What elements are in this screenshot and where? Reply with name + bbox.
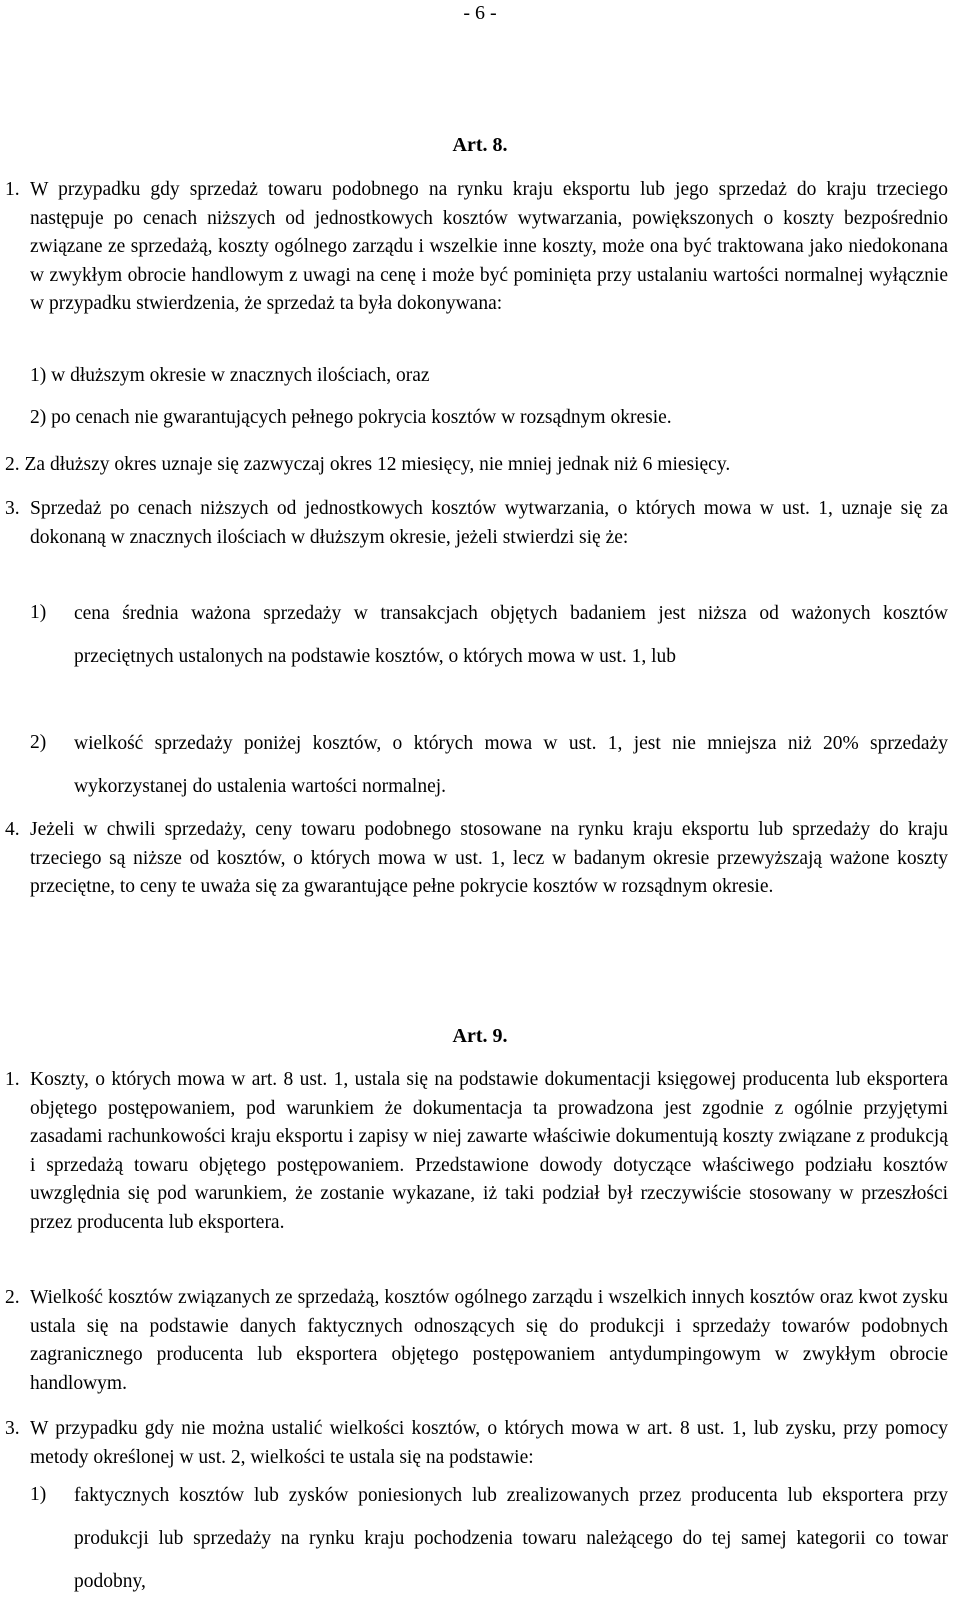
art8-p3-number: 3.: [5, 498, 20, 519]
art8-p3-item-2-number: 2): [30, 732, 47, 753]
art8-p3-text: Sprzedaż po cenach niższych od jednostkowych kosztów wytwarzania, o których mowa w ust. 1, uznaje się za dokonaną w znacznych ilościach w dłuższym okresie, jeżeli stwierdzi się że:: [30, 498, 948, 548]
art9-p1-number: 1.: [5, 1069, 20, 1090]
article-9-heading: Art. 9.: [452, 1025, 508, 1047]
art8-p3-item-2-text: wielkość sprzedaży poniżej kosztów, o których mowa w ust. 1, jest nie mniejsza niż 20% sprzedaży wykorzystanej do ustalenia wartości normalnej.: [74, 733, 948, 797]
art8-paragraph-3: [5, 495, 948, 552]
art8-p3-item-2: [30, 722, 948, 812]
art9-p2-text: Wielkość kosztów związanych ze sprzedażą, kosztów ogólnego zarządu i wszelkich innych kosztów oraz kwot zysku ustala się na podstawie danych faktycznych odnoszących się do produkcji i sprzedaży towarów podobnych zagranicznego producenta lub eksportera objętego postępowaniem antydumpingowym w zwykłym obrocie handlowym.: [30, 1287, 948, 1394]
art8-p1-number: 1.: [5, 179, 20, 200]
art8-p1-item-1: 1) w dłuższym okresie w znacznych ilościach, oraz: [30, 365, 430, 386]
art9-p3-text: W przypadku gdy nie można ustalić wielkości kosztów, o których mowa w art. 8 ust. 1, lub zysku, przy pomocy metody określonej w ust. 2, wielkości te ustala się na podstawie:: [30, 1418, 948, 1468]
art8-p4-text: Jeżeli w chwili sprzedaży, ceny towaru podobnego stosowane na rynku kraju eksportu lub sprzedaży do kraju trzeciego są niższe od kosztów, o których mowa w ust. 1, lecz w badanym okresie przewyższają ważone koszty przeciętne, to ceny te uważa się za gwarantujące pełne pokrycie kosztów w rozsądnym okresie.: [30, 819, 948, 897]
art8-p3-item-1-number: 1): [30, 602, 47, 623]
art8-p4-number: 4.: [5, 819, 20, 840]
art9-p2-number: 2.: [5, 1287, 20, 1308]
art9-p1-text: Koszty, o których mowa w art. 8 ust. 1, ustala się na podstawie dokumentacji księgowej producenta lub eksportera objętego postępowaniem, pod warunkiem że dokumentacja ta prowadzona jest zgodnie z ogólnie przyjętymi zasadami rachunkowości kraju eksportu i zapisy w niej zawarte właściwie dokumentują koszty związane z produkcją i sprzedażą towaru objętego postępowaniem. Przedstawione dowody dotyczące właściwego podziału kosztów uwzględnia się pod warunkiem, że zostanie wykazane, iż taki podział był rzeczywiście stosowany w przeszłości przez producenta lub eksportera.: [30, 1069, 948, 1233]
art9-p3-number: 3.: [5, 1418, 20, 1439]
art8-p1-text: W przypadku gdy sprzedaż towaru podobnego na rynku kraju eksportu lub jego sprzedaż do kraju trzeciego następuje po cenach niższych od jednostkowych kosztów wytwarzania, powiększonych o koszty bezpośrednio związane ze sprzedażą, koszty ogólnego zarządu i wszelkie inne koszty, może ona być traktowana jako niedokonana w zwykłym obrocie handlowym z uwagi na cenę i może być pominięta przy ustalaniu wartości normalnej wyłącznie w przypadku stwierdzenia, że sprzedaż ta była dokonywana:: [30, 179, 948, 314]
art8-p1-item-2: 2) po cenach nie gwarantujących pełnego pokrycia kosztów w rozsądnym okresie.: [30, 407, 672, 428]
art9-paragraph-1: [5, 1066, 948, 1237]
article-8-heading: Art. 8.: [452, 134, 508, 156]
page-number: - 6 -: [463, 2, 497, 24]
art8-paragraph-2: 2. Za dłuższy okres uznaje się zazwyczaj okres 12 miesięcy, nie mniej jednak niż 6 miesięcy.: [5, 454, 731, 475]
art9-paragraph-3: [5, 1415, 948, 1472]
art9-p3-item-1-number: 1): [30, 1484, 47, 1505]
art9-p3-item-1-text: faktycznych kosztów lub zysków poniesionych lub zrealizowanych przez producenta lub eksportera przy produkcji lub sprzedaży na rynku kraju pochodzenia towaru należącego do tej samej kategorii co towar podobny,: [74, 1485, 948, 1592]
art8-paragraph-1: [5, 176, 948, 319]
art9-paragraph-2: [5, 1284, 948, 1398]
art9-p3-item-1: [30, 1474, 948, 1592]
art8-p3-item-1: [30, 592, 948, 722]
art8-p3-item-1-text: cena średnia ważona sprzedaży w transakcjach objętych badaniem jest niższa od ważonych kosztów przeciętnych ustalonych na podstawie kosztów, o których mowa w ust. 1, lub: [74, 603, 948, 667]
art8-paragraph-4: [5, 816, 948, 902]
